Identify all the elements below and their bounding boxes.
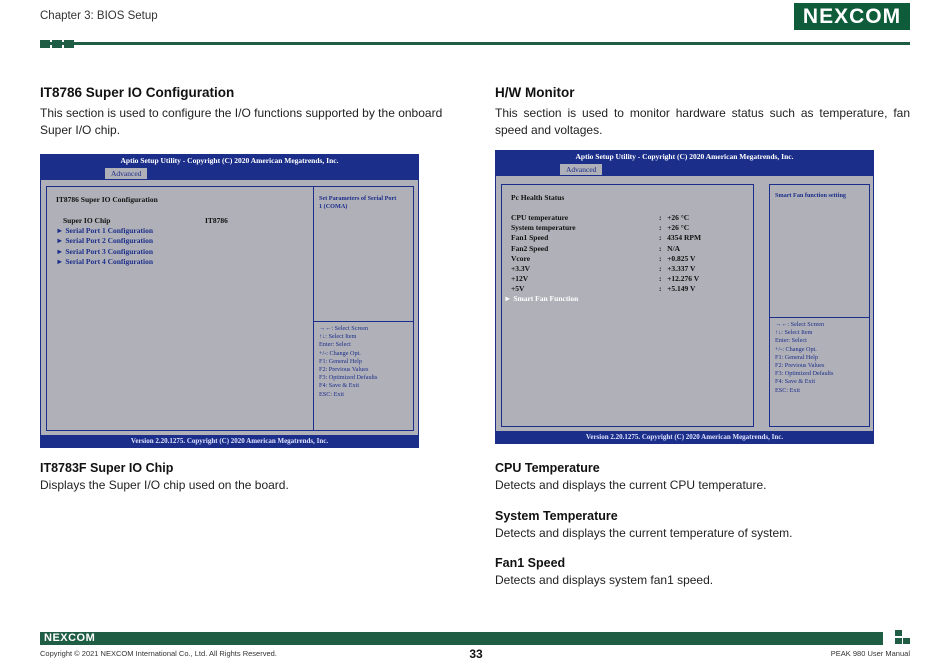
bios-section-title: IT8786 Super IO Configuration — [56, 195, 158, 204]
row-label: System temperature — [511, 223, 576, 232]
v5-value: +5.149 V — [667, 284, 696, 293]
left-item-title: IT8783F Super IO Chip — [40, 461, 174, 475]
serial-port-1-label: Serial Port 1 Configuration — [65, 226, 154, 235]
row-value: : +26 °C — [659, 223, 690, 232]
bios-screen-superio — [40, 154, 419, 448]
bios-screen-hwmonitor — [495, 150, 874, 444]
v12-value: +12.276 V — [667, 274, 700, 283]
row-value: : 4354 RPM — [659, 233, 702, 242]
help-line-1: Set Parameters of Serial Port — [319, 195, 397, 202]
cpu-temperature-desc: Detects and displays the current CPU temperature. — [495, 478, 767, 492]
serial-port-2-label: Serial Port 2 Configuration — [65, 236, 154, 245]
left-section-title: IT8786 Super IO Configuration — [40, 85, 235, 100]
footer-bar — [40, 632, 883, 645]
logo-text: NEXCOM — [802, 4, 902, 28]
row-value: : N/A — [659, 244, 681, 253]
header-square-3 — [64, 40, 74, 48]
row-value: : +0.825 V — [659, 254, 696, 263]
key-help-item: Enter: Select — [775, 337, 807, 345]
serial-port-4-item[interactable]: ► Serial Port 4 Configuration — [56, 257, 154, 266]
footer-square — [895, 638, 902, 644]
nexcom-logo — [794, 3, 910, 30]
key-help-list — [319, 325, 377, 399]
help-divider — [314, 321, 413, 322]
key-help-item: Enter: Select — [319, 341, 351, 349]
bios-version: Version 2.20.1275. Copyright (C) 2020 American Megatrends, Inc. — [41, 435, 418, 447]
system-temperature-title: System Temperature — [495, 509, 618, 523]
key-help-item: F4: Save & Exit — [775, 378, 816, 386]
bios-section-title: Pc Health Status — [511, 193, 565, 202]
right-intro: This section is used to monitor hardware status such as temperature, fan speed and voltages. — [495, 106, 910, 137]
row-label: Fan1 Speed — [511, 233, 549, 242]
page-number: 33 — [469, 647, 483, 661]
footer-logo: NEXCOM — [44, 632, 96, 644]
smart-fan-label: Smart Fan Function — [513, 294, 579, 303]
help-divider — [770, 317, 869, 318]
key-help-item: F3: Optimized Defaults — [775, 370, 834, 378]
footer-copyright: Copyright © 2021 NEXCOM International Co., Ltd. All Rights Reserved. — [40, 649, 277, 658]
row-label: +5V — [511, 284, 525, 293]
footer-square — [903, 638, 910, 644]
bios-top-title: Aptio Setup Utility - Copyright (C) 2020 American Megatrends, Inc. — [496, 151, 873, 163]
row-value: : +3.337 V — [659, 264, 696, 273]
row-label: +12V — [511, 274, 529, 283]
row-label: CPU temperature — [511, 213, 569, 222]
v33-value: +3.337 V — [667, 264, 696, 273]
fan2-speed-value: N/A — [667, 244, 681, 253]
chapter-title: Chapter 3: BIOS Setup — [40, 10, 158, 22]
vcore-value: +0.825 V — [667, 254, 696, 263]
key-help-item: F4: Save & Exit — [319, 382, 360, 390]
key-help-item: →←: Select Screen — [775, 321, 825, 328]
help-text: Smart Fan function setting — [775, 192, 846, 199]
fan1-speed-desc: Detects and displays system fan1 speed. — [495, 573, 714, 587]
cpu-temperature-title: CPU Temperature — [495, 461, 600, 475]
key-help-item: +/-: Change Opt. — [319, 349, 361, 357]
cpu-temp-value: +26 °C — [667, 213, 690, 222]
manual-name: PEAK 980 User Manual — [830, 649, 910, 658]
key-help-list — [775, 321, 833, 395]
serial-port-1-item[interactable]: ► Serial Port 1 Configuration — [56, 226, 154, 235]
help-line-2: 1 (COMA) — [319, 203, 348, 211]
serial-port-3-item[interactable]: ► Serial Port 3 Configuration — [56, 247, 154, 256]
right-section-title: H/W Monitor — [495, 85, 575, 100]
bios-top-title: Aptio Setup Utility - Copyright (C) 2020 American Megatrends, Inc. — [41, 155, 418, 167]
key-help-item: ↑↓: Select Item — [775, 329, 813, 337]
system-temperature-desc: Detects and displays the current temperature of system. — [495, 526, 793, 540]
key-help-item: →←: Select Screen — [319, 325, 369, 332]
left-item-desc: Displays the Super I/O chip used on the board. — [40, 478, 289, 492]
super-io-chip-value: IT8786 — [205, 216, 228, 225]
system-temp-value: +26 °C — [667, 223, 690, 232]
key-help-item: F2: Previous Values — [775, 362, 825, 370]
serial-port-3-label: Serial Port 3 Configuration — [65, 247, 154, 256]
smart-fan-item[interactable]: ► Smart Fan Function — [504, 294, 579, 303]
fan1-speed-value: 4354 RPM — [667, 233, 702, 242]
help-text — [319, 195, 396, 211]
fan1-speed-title: Fan1 Speed — [495, 556, 566, 570]
key-help-item: ↑↓: Select Item — [319, 333, 357, 341]
row-label: Fan2 Speed — [511, 244, 549, 253]
key-help-item: F2: Previous Values — [319, 366, 369, 374]
header-square-1 — [40, 40, 50, 48]
bios-tab-bar — [41, 167, 418, 180]
header-square-2 — [52, 40, 62, 48]
key-help-item: F1: General Help — [775, 353, 818, 361]
header-rule — [40, 42, 910, 45]
key-help-item: F1: General Help — [319, 357, 362, 365]
key-help-item: F3: Optimized Defaults — [319, 374, 378, 382]
row-label: Vcore — [511, 254, 531, 263]
row-value: : +26 °C — [659, 213, 690, 222]
key-help-item: ESC: Exit — [319, 390, 344, 398]
tab-advanced[interactable]: Advanced — [560, 164, 602, 175]
serial-port-4-label: Serial Port 4 Configuration — [65, 257, 154, 266]
bios-tab-bar — [496, 163, 873, 176]
super-io-chip-label: Super IO Chip — [63, 216, 111, 225]
row-label: +3.3V — [511, 264, 531, 273]
tab-advanced[interactable]: Advanced — [105, 168, 147, 179]
row-value: : +12.276 V — [659, 274, 700, 283]
serial-port-2-item[interactable]: ► Serial Port 2 Configuration — [56, 236, 154, 245]
footer-square — [895, 630, 902, 636]
key-help-item: +/-: Change Opt. — [775, 345, 817, 353]
key-help-item: ESC: Exit — [775, 386, 800, 394]
bios-version: Version 2.20.1275. Copyright (C) 2020 American Megatrends, Inc. — [496, 431, 873, 443]
row-value: : +5.149 V — [659, 284, 696, 293]
left-intro: This section is used to configure the I/O functions supported by the onboard Super I/O chip. — [40, 106, 443, 137]
